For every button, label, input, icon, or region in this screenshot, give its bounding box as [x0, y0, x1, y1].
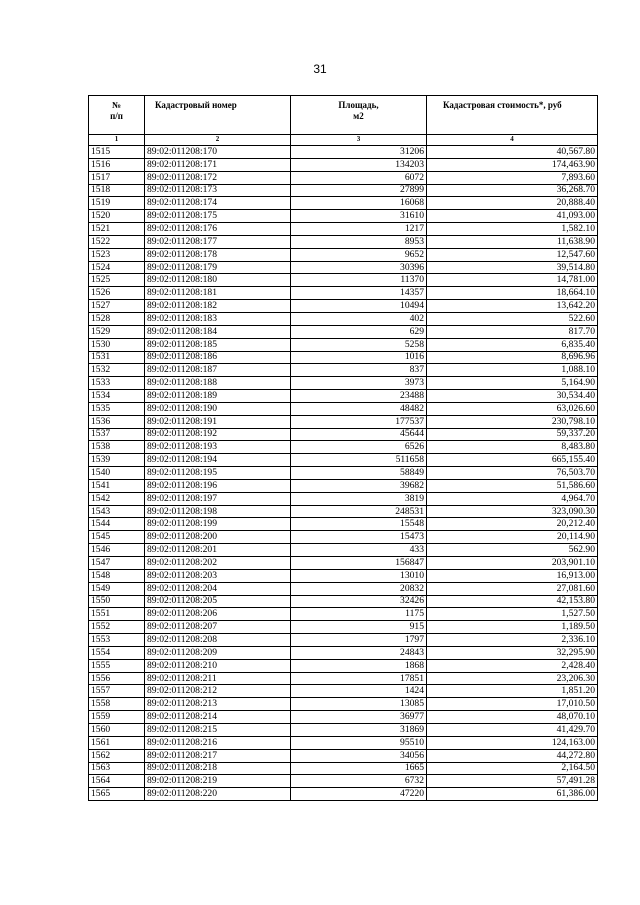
row-number-cell: 1518	[89, 184, 145, 197]
cadastral-number-cell: 89:02:011208:171	[145, 158, 291, 171]
table-row	[89, 492, 598, 505]
table-row	[89, 544, 598, 557]
row-number-cell: 1558	[89, 698, 145, 711]
area-cell: 48482	[291, 402, 427, 415]
row-number-cell: 1535	[89, 402, 145, 415]
cadastral-value-cell: 20,114.90	[427, 531, 598, 544]
cadastral-number-cell: 89:02:011208:181	[145, 287, 291, 300]
row-number-cell: 1552	[89, 621, 145, 634]
header-cadastral-line1: Кадастровый номер	[155, 100, 237, 110]
row-number-cell: 1554	[89, 646, 145, 659]
row-number-cell: 1544	[89, 518, 145, 531]
area-cell: 24843	[291, 646, 427, 659]
cadastral-number-cell: 89:02:011208:196	[145, 479, 291, 492]
cadastral-value-cell: 665,155.40	[427, 454, 598, 467]
cadastral-number-cell: 89:02:011208:217	[145, 749, 291, 762]
table-row	[89, 261, 598, 274]
cadastral-number-cell: 89:02:011208:214	[145, 711, 291, 724]
cadastral-value-cell: 41,429.70	[427, 723, 598, 736]
table-row	[89, 505, 598, 518]
cadastral-number-cell: 89:02:011208:218	[145, 762, 291, 775]
row-number-cell: 1522	[89, 235, 145, 248]
area-cell: 134203	[291, 158, 427, 171]
column-index-row	[89, 135, 598, 146]
cadastral-number-cell: 89:02:011208:200	[145, 531, 291, 544]
table-row	[89, 287, 598, 300]
row-number-cell: 1539	[89, 454, 145, 467]
table-row	[89, 300, 598, 313]
table-row	[89, 685, 598, 698]
row-number-cell: 1545	[89, 531, 145, 544]
cadastral-value-cell: 23,206.30	[427, 672, 598, 685]
cadastral-value-cell: 203,901.10	[427, 557, 598, 570]
row-number-cell: 1563	[89, 762, 145, 775]
cadastral-value-cell: 1,851.20	[427, 685, 598, 698]
cadastral-number-cell: 89:02:011208:195	[145, 467, 291, 480]
area-cell: 20832	[291, 582, 427, 595]
row-number-cell: 1542	[89, 492, 145, 505]
cadastral-number-cell: 89:02:011208:202	[145, 557, 291, 570]
header-row-number	[89, 96, 145, 135]
cadastral-number-cell: 89:02:011208:211	[145, 672, 291, 685]
header-area-line1: Площадь,	[338, 100, 379, 110]
row-number-cell: 1526	[89, 287, 145, 300]
area-cell: 31610	[291, 210, 427, 223]
cadastral-value-cell: 13,642.20	[427, 300, 598, 313]
row-number-cell: 1561	[89, 736, 145, 749]
table-row	[89, 248, 598, 261]
cadastral-number-cell: 89:02:011208:184	[145, 325, 291, 338]
area-cell: 13085	[291, 698, 427, 711]
cadastral-number-cell: 89:02:011208:216	[145, 736, 291, 749]
cadastral-value-cell: 41,093.00	[427, 210, 598, 223]
table-row	[89, 441, 598, 454]
cadastral-number-cell: 89:02:011208:183	[145, 312, 291, 325]
area-cell: 58849	[291, 467, 427, 480]
area-cell: 27899	[291, 184, 427, 197]
area-cell: 23488	[291, 390, 427, 403]
row-number-cell: 1548	[89, 569, 145, 582]
row-number-cell: 1555	[89, 659, 145, 672]
area-cell: 3819	[291, 492, 427, 505]
cadastral-number-cell: 89:02:011208:213	[145, 698, 291, 711]
table-row	[89, 351, 598, 364]
area-cell: 16068	[291, 197, 427, 210]
cadastral-table	[88, 95, 598, 801]
table-row	[89, 325, 598, 338]
table-row	[89, 531, 598, 544]
area-cell: 156847	[291, 557, 427, 570]
table-row	[89, 402, 598, 415]
table-row	[89, 736, 598, 749]
cadastral-number-cell: 89:02:011208:198	[145, 505, 291, 518]
row-number-cell: 1531	[89, 351, 145, 364]
cadastral-number-cell: 89:02:011208:191	[145, 415, 291, 428]
table-row	[89, 582, 598, 595]
table-row	[89, 518, 598, 531]
cadastral-value-cell: 48,070.10	[427, 711, 598, 724]
row-number-cell: 1536	[89, 415, 145, 428]
cadastral-value-cell: 8,483.80	[427, 441, 598, 454]
area-cell: 47220	[291, 788, 427, 801]
row-number-cell: 1528	[89, 312, 145, 325]
table-row	[89, 698, 598, 711]
cadastral-value-cell: 51,586.60	[427, 479, 598, 492]
table-row	[89, 197, 598, 210]
cadastral-value-cell: 44,272.80	[427, 749, 598, 762]
area-cell: 1424	[291, 685, 427, 698]
table-row	[89, 377, 598, 390]
cadastral-number-cell: 89:02:011208:174	[145, 197, 291, 210]
row-number-cell: 1534	[89, 390, 145, 403]
area-cell: 1016	[291, 351, 427, 364]
page-number: 31	[313, 62, 327, 76]
area-cell: 8953	[291, 235, 427, 248]
table-row	[89, 672, 598, 685]
row-number-cell: 1523	[89, 248, 145, 261]
header-row	[89, 96, 598, 135]
cadastral-number-cell: 89:02:011208:193	[145, 441, 291, 454]
cadastral-number-cell: 89:02:011208:187	[145, 364, 291, 377]
table-row	[89, 146, 598, 159]
table-row	[89, 711, 598, 724]
table-row	[89, 788, 598, 801]
area-cell: 39682	[291, 479, 427, 492]
cadastral-number-cell: 89:02:011208:201	[145, 544, 291, 557]
area-cell: 402	[291, 312, 427, 325]
cadastral-value-cell: 7,893.60	[427, 171, 598, 184]
cadastral-number-cell: 89:02:011208:215	[145, 723, 291, 736]
area-cell: 1868	[291, 659, 427, 672]
table-row	[89, 415, 598, 428]
cadastral-number-cell: 89:02:011208:176	[145, 223, 291, 236]
table-row	[89, 454, 598, 467]
cadastral-number-cell: 89:02:011208:179	[145, 261, 291, 274]
row-number-cell: 1527	[89, 300, 145, 313]
column-index-4: 4	[427, 135, 598, 146]
cadastral-value-cell: 42,153.80	[427, 595, 598, 608]
cadastral-number-cell: 89:02:011208:197	[145, 492, 291, 505]
area-cell: 248531	[291, 505, 427, 518]
area-cell: 1665	[291, 762, 427, 775]
cadastral-value-cell: 27,081.60	[427, 582, 598, 595]
table-row	[89, 467, 598, 480]
table-row	[89, 749, 598, 762]
cadastral-value-cell: 16,913.00	[427, 569, 598, 582]
cadastral-value-cell: 36,268.70	[427, 184, 598, 197]
area-cell: 1797	[291, 634, 427, 647]
cadastral-value-cell: 230,798.10	[427, 415, 598, 428]
table-row	[89, 223, 598, 236]
table-row	[89, 775, 598, 788]
cadastral-value-cell: 18,664.10	[427, 287, 598, 300]
table-row	[89, 171, 598, 184]
table-row	[89, 634, 598, 647]
row-number-cell: 1559	[89, 711, 145, 724]
table-row	[89, 646, 598, 659]
table-row	[89, 184, 598, 197]
cadastral-number-cell: 89:02:011208:177	[145, 235, 291, 248]
table-row	[89, 428, 598, 441]
area-cell: 32426	[291, 595, 427, 608]
row-number-cell: 1520	[89, 210, 145, 223]
cadastral-value-cell: 2,164.50	[427, 762, 598, 775]
area-cell: 3973	[291, 377, 427, 390]
cadastral-number-cell: 89:02:011208:194	[145, 454, 291, 467]
area-cell: 31869	[291, 723, 427, 736]
area-cell: 915	[291, 621, 427, 634]
row-number-cell: 1562	[89, 749, 145, 762]
cadastral-number-cell: 89:02:011208:185	[145, 338, 291, 351]
cadastral-number-cell: 89:02:011208:212	[145, 685, 291, 698]
area-cell: 15473	[291, 531, 427, 544]
cadastral-number-cell: 89:02:011208:203	[145, 569, 291, 582]
cadastral-value-cell: 4,964.70	[427, 492, 598, 505]
table-row	[89, 210, 598, 223]
row-number-cell: 1565	[89, 788, 145, 801]
table-row	[89, 274, 598, 287]
row-number-cell: 1549	[89, 582, 145, 595]
cadastral-value-cell: 57,491.28	[427, 775, 598, 788]
cadastral-value-cell: 63,026.60	[427, 402, 598, 415]
cadastral-value-cell: 17,010.50	[427, 698, 598, 711]
cadastral-value-cell: 11,638.90	[427, 235, 598, 248]
cadastral-value-cell: 1,088.10	[427, 364, 598, 377]
column-index-1: 1	[89, 135, 145, 146]
cadastral-number-cell: 89:02:011208:190	[145, 402, 291, 415]
table-row	[89, 659, 598, 672]
area-cell: 511658	[291, 454, 427, 467]
area-cell: 433	[291, 544, 427, 557]
area-cell: 5258	[291, 338, 427, 351]
cadastral-value-cell: 2,428.40	[427, 659, 598, 672]
cadastral-value-cell: 1,189.50	[427, 621, 598, 634]
table-row	[89, 312, 598, 325]
cadastral-number-cell: 89:02:011208:206	[145, 608, 291, 621]
row-number-cell: 1541	[89, 479, 145, 492]
row-number-cell: 1524	[89, 261, 145, 274]
row-number-cell: 1547	[89, 557, 145, 570]
header-area-line2: м2	[353, 111, 364, 121]
table-row	[89, 479, 598, 492]
row-number-cell: 1533	[89, 377, 145, 390]
row-number-cell: 1551	[89, 608, 145, 621]
area-cell: 14357	[291, 287, 427, 300]
header-cost-line1: Кадастровая стоимость*, руб	[443, 100, 562, 110]
cadastral-value-cell: 522.60	[427, 312, 598, 325]
cadastral-value-cell: 12,547.60	[427, 248, 598, 261]
table-row	[89, 569, 598, 582]
area-cell: 45644	[291, 428, 427, 441]
area-cell: 6732	[291, 775, 427, 788]
cadastral-number-cell: 89:02:011208:207	[145, 621, 291, 634]
cadastral-value-cell: 76,503.70	[427, 467, 598, 480]
cadastral-number-cell: 89:02:011208:208	[145, 634, 291, 647]
cadastral-value-cell: 817.70	[427, 325, 598, 338]
table-row	[89, 621, 598, 634]
header-number-line2: п/п	[110, 111, 123, 121]
row-number-cell: 1564	[89, 775, 145, 788]
cadastral-value-cell: 6,835.40	[427, 338, 598, 351]
table-body	[89, 146, 598, 801]
cadastral-number-cell: 89:02:011208:188	[145, 377, 291, 390]
row-number-cell: 1519	[89, 197, 145, 210]
cadastral-number-cell: 89:02:011208:178	[145, 248, 291, 261]
header-cadastral-value	[427, 96, 598, 135]
row-number-cell: 1516	[89, 158, 145, 171]
row-number-cell: 1560	[89, 723, 145, 736]
cadastral-value-cell: 1,527.50	[427, 608, 598, 621]
table-row	[89, 608, 598, 621]
row-number-cell: 1525	[89, 274, 145, 287]
cadastral-number-cell: 89:02:011208:220	[145, 788, 291, 801]
table-row	[89, 364, 598, 377]
cadastral-number-cell: 89:02:011208:172	[145, 171, 291, 184]
cadastral-value-cell: 562.90	[427, 544, 598, 557]
area-cell: 6526	[291, 441, 427, 454]
cadastral-value-cell: 20,888.40	[427, 197, 598, 210]
area-cell: 9652	[291, 248, 427, 261]
column-index-2: 2	[145, 135, 291, 146]
table-row	[89, 723, 598, 736]
cadastral-value-cell: 5,164.90	[427, 377, 598, 390]
row-number-cell: 1538	[89, 441, 145, 454]
cadastral-number-cell: 89:02:011208:189	[145, 390, 291, 403]
area-cell: 10494	[291, 300, 427, 313]
cadastral-number-cell: 89:02:011208:205	[145, 595, 291, 608]
area-cell: 95510	[291, 736, 427, 749]
cadastral-number-cell: 89:02:011208:175	[145, 210, 291, 223]
cadastral-value-cell: 124,163.00	[427, 736, 598, 749]
row-number-cell: 1540	[89, 467, 145, 480]
table-row	[89, 762, 598, 775]
cadastral-value-cell: 323,090.30	[427, 505, 598, 518]
row-number-cell: 1521	[89, 223, 145, 236]
cadastral-number-cell: 89:02:011208:210	[145, 659, 291, 672]
row-number-cell: 1517	[89, 171, 145, 184]
cadastral-value-cell: 40,567.80	[427, 146, 598, 159]
table-row	[89, 595, 598, 608]
cadastral-number-cell: 89:02:011208:173	[145, 184, 291, 197]
table-row	[89, 235, 598, 248]
row-number-cell: 1532	[89, 364, 145, 377]
column-index-3: 3	[291, 135, 427, 146]
area-cell: 629	[291, 325, 427, 338]
area-cell: 31206	[291, 146, 427, 159]
header-cadastral-number	[145, 96, 291, 135]
header-number-line1: №	[111, 100, 122, 110]
cadastral-number-cell: 89:02:011208:219	[145, 775, 291, 788]
cadastral-value-cell: 61,386.00	[427, 788, 598, 801]
row-number-cell: 1530	[89, 338, 145, 351]
row-number-cell: 1537	[89, 428, 145, 441]
cadastral-number-cell: 89:02:011208:199	[145, 518, 291, 531]
cadastral-value-cell: 30,534.40	[427, 390, 598, 403]
area-cell: 177537	[291, 415, 427, 428]
table-row	[89, 158, 598, 171]
row-number-cell: 1529	[89, 325, 145, 338]
cadastral-value-cell: 8,696.96	[427, 351, 598, 364]
row-number-cell: 1515	[89, 146, 145, 159]
cadastral-number-cell: 89:02:011208:170	[145, 146, 291, 159]
area-cell: 837	[291, 364, 427, 377]
row-number-cell: 1556	[89, 672, 145, 685]
cadastral-number-cell: 89:02:011208:182	[145, 300, 291, 313]
cadastral-number-cell: 89:02:011208:186	[145, 351, 291, 364]
row-number-cell: 1550	[89, 595, 145, 608]
table-header	[89, 96, 598, 146]
row-number-cell: 1543	[89, 505, 145, 518]
cadastral-value-cell: 20,212.40	[427, 518, 598, 531]
row-number-cell: 1557	[89, 685, 145, 698]
cadastral-number-cell: 89:02:011208:209	[145, 646, 291, 659]
cadastral-value-cell: 39,514.80	[427, 261, 598, 274]
area-cell: 13010	[291, 569, 427, 582]
cadastral-number-cell: 89:02:011208:180	[145, 274, 291, 287]
table-row	[89, 557, 598, 570]
cadastral-number-cell: 89:02:011208:204	[145, 582, 291, 595]
table-row	[89, 338, 598, 351]
table-row	[89, 390, 598, 403]
area-cell: 6072	[291, 171, 427, 184]
cadastral-value-cell: 2,336.10	[427, 634, 598, 647]
cadastral-value-cell: 32,295.90	[427, 646, 598, 659]
area-cell: 17851	[291, 672, 427, 685]
cadastral-value-cell: 59,337.20	[427, 428, 598, 441]
area-cell: 1217	[291, 223, 427, 236]
cadastral-value-cell: 1,582.10	[427, 223, 598, 236]
row-number-cell: 1546	[89, 544, 145, 557]
row-number-cell: 1553	[89, 634, 145, 647]
area-cell: 34056	[291, 749, 427, 762]
cadastral-number-cell: 89:02:011208:192	[145, 428, 291, 441]
area-cell: 30396	[291, 261, 427, 274]
cadastral-value-cell: 174,463.90	[427, 158, 598, 171]
header-area	[291, 96, 427, 135]
area-cell: 15548	[291, 518, 427, 531]
cadastral-value-cell: 14,781.00	[427, 274, 598, 287]
area-cell: 1175	[291, 608, 427, 621]
area-cell: 36977	[291, 711, 427, 724]
area-cell: 11370	[291, 274, 427, 287]
